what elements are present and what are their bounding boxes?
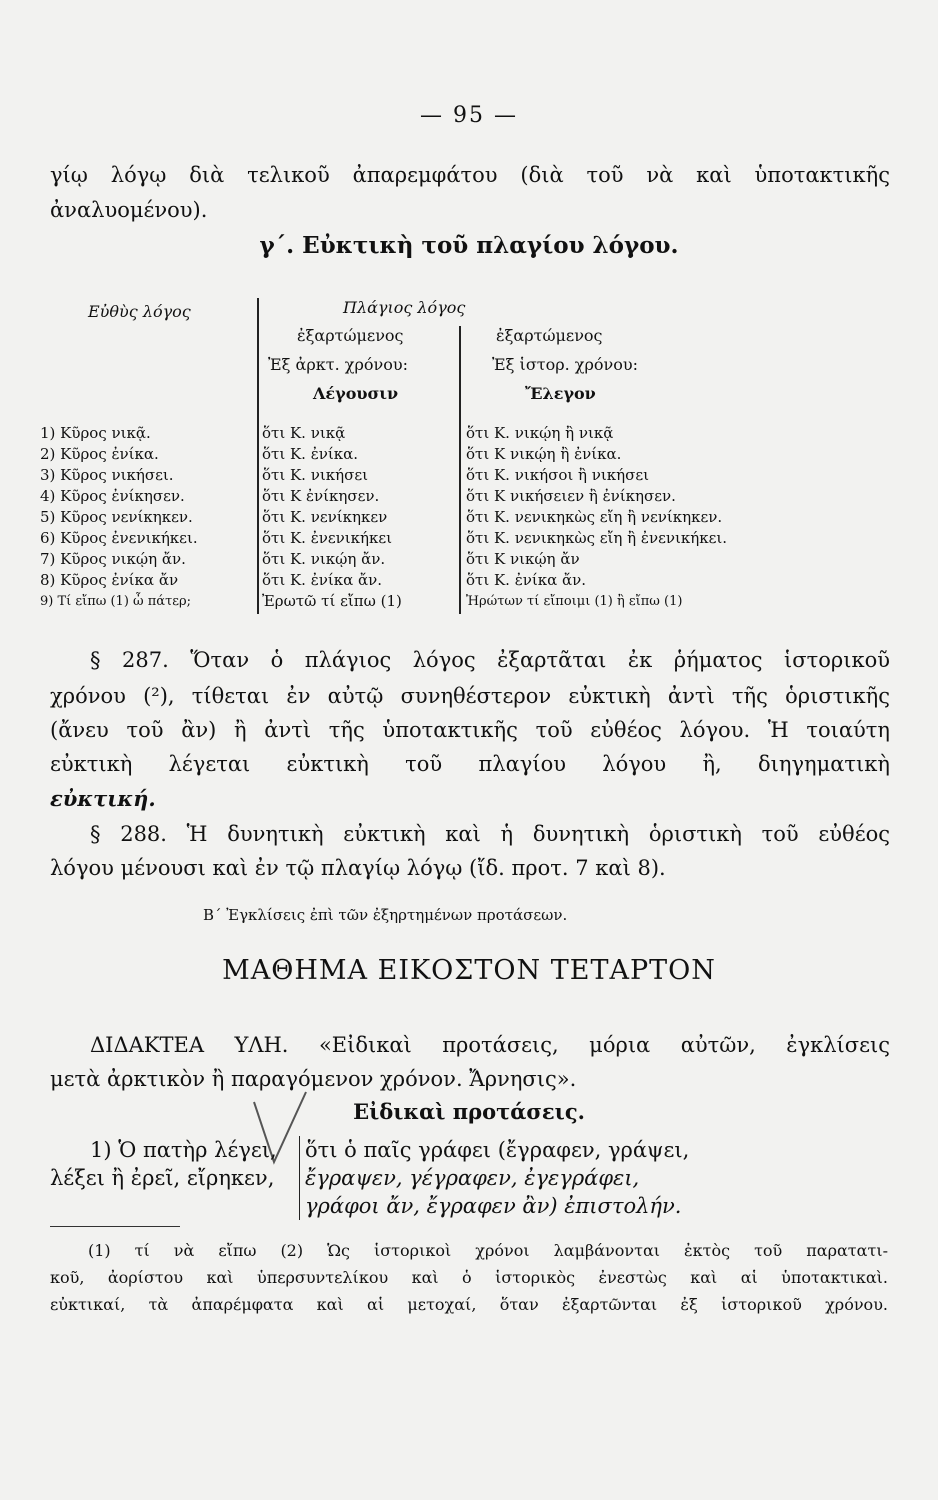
col3-sub: ἐξαρτώμενος (496, 326, 603, 345)
example-left-1: 1) Ὁ πατὴρ λέγει, (90, 1138, 277, 1162)
indirect-present-row-8: ὅτι Κ. ἐνίκα ἄν. (262, 571, 383, 589)
direct-row-2: 2) Κῦρος ἐνίκα. (40, 445, 159, 463)
indirect-past-row-3: ὅτι Κ. νικήσοι ἢ νικήσει (466, 466, 650, 484)
direct-row-9: 9) Τί εἴπω (1) ὦ πάτερ; (40, 594, 192, 609)
para287-line-4: εὐκτικὴ λέγεται εὐκτικὴ τοῦ πλαγίου λόγου ἢ, διηγηματικὴ (50, 752, 890, 776)
indirect-past-row-7: ὅτι Κ νικῴη ἄν (466, 550, 580, 568)
page-number: — 95 — (420, 103, 518, 128)
indirect-past-row-6: ὅτι Κ. νενικηκὼς εἴη ἢ ἐνενικήκει. (466, 529, 728, 547)
direct-row-3: 3) Κῦρος νικήσει. (40, 466, 174, 484)
indirect-past-row-1: ὅτι Κ. νικῴη ἢ νικᾷ (466, 424, 614, 442)
col-head-indirect: Πλάγιος λόγος (343, 298, 466, 317)
table-divider-2 (459, 326, 461, 614)
intro-line-1: γίῳ λόγῳ διὰ τελικοῦ ἀπαρεμφάτου (διὰ τοῦ νὰ καὶ ὑποτακτικῆς (50, 163, 890, 187)
col2-sub2: Ἐξ ἀρκτ. χρόνου: (268, 355, 408, 374)
indirect-present-row-2: ὅτι Κ. ἐνίκα. (262, 445, 359, 463)
direct-row-8: 8) Κῦρος ἐνίκα ἄν (40, 571, 179, 589)
footnote-line-3: εὐκτικαί, τὰ ἀπαρέμφατα καὶ αἱ μετοχαί, ὅταν ἐξαρτῶνται ἐξ ἱστορικοῦ χρόνου. (50, 1295, 888, 1314)
indirect-past-row-2: ὅτι Κ νικῴη ἢ ἐνίκα. (466, 445, 622, 463)
indirect-present-row-4: ὅτι Κ ἐνίκησεν. (262, 487, 380, 505)
didaktea-line-2: μετὰ ἀρκτικὸν ἢ παραγόμενον χρόνον. Ἄρνησις». (50, 1067, 577, 1091)
indirect-past-row-9: Ἠρώτων τί εἴποιμι (1) ἢ εἴπω (1) (466, 594, 683, 609)
direct-row-4: 4) Κῦρος ἐνίκησεν. (40, 487, 185, 505)
footnote-line-2: κοῦ, ἀορίστου καὶ ὑπερσυντελίκου καὶ ὁ ἱστορικὸς ἐνεστὼς καὶ αἱ ὑποτακτικαὶ. (50, 1268, 888, 1287)
para287-line-5: εὐκτική. (50, 786, 156, 811)
para288-line-2: λόγου μένουσι καὶ ἐν τῷ πλαγίῳ λόγῳ (ἴδ. προτ. 7 καὶ 8). (50, 856, 666, 880)
para287-line-2: χρόνου (²), τίθεται ἐν αὐτῷ συνηθέστερον εὐκτικὴ ἀντὶ τῆς ὁριστικῆς (50, 684, 890, 708)
para288-line-1: § 288. Ἡ δυνητικὴ εὐκτικὴ καὶ ἡ δυνητικὴ ὁριστικὴ τοῦ εὐθέος (90, 822, 890, 846)
indirect-present-row-9: Ἐρωτῶ τί εἴπω (1) (262, 592, 402, 610)
footnote-line-1: (1) τί νὰ εἴπω (2) Ὡς ἱστορικοὶ χρόνοι λαμβάνονται ἐκτὸς τοῦ παρατατι- (88, 1241, 888, 1260)
direct-row-1: 1) Κῦρος νικᾷ. (40, 424, 151, 442)
indirect-present-row-3: ὅτι Κ. νικήσει (262, 466, 368, 484)
example-right-2: ἔγραψεν, γέγραφεν, ἐγεγράφει, (305, 1166, 640, 1190)
intro-line-2: ἀναλυομένου). (50, 198, 208, 222)
direct-row-6: 6) Κῦρος ἐνενικήκει. (40, 529, 198, 547)
col2-sub: ἐξαρτώμενος (297, 326, 404, 345)
indirect-present-row-6: ὅτι Κ. ἐνενικήκει (262, 529, 393, 547)
section-title: γ΄. Εὐκτικὴ τοῦ πλαγίου λόγου. (259, 232, 679, 259)
indirect-present-row-1: ὅτι Κ. νικᾷ (262, 424, 346, 442)
indirect-past-row-8: ὅτι Κ. ἐνίκα ἄν. (466, 571, 587, 589)
col3-sub2: Ἐξ ἱστορ. χρόνου: (492, 355, 639, 374)
table-divider-1 (257, 298, 259, 614)
indirect-past-row-4: ὅτι Κ νικήσειεν ἢ ἐνίκησεν. (466, 487, 676, 505)
footnote-rule (50, 1226, 180, 1227)
example-right-3: γράφοι ἄν, ἔγραφεν ἂν) ἐπιστολήν. (305, 1194, 682, 1218)
didaktea-line-1: ΔΙΔΑΚΤΕΑ ΥΛΗ. «Εἰδικαὶ προτάσεις, μόρια αὐτῶν, ἐγκλίσεις (90, 1033, 890, 1057)
example-left-2: λέξει ἢ ἐρεῖ, εἴρηκεν, (50, 1166, 275, 1190)
example-divider (299, 1136, 300, 1220)
col3-verb: Ἔλεγον (525, 384, 596, 403)
indirect-past-row-5: ὅτι Κ. νενικηκὼς εἴη ἢ νενίκηκεν. (466, 508, 723, 526)
lesson-title: ΜΑΘΗΜΑ ΕΙΚΟΣΤΟΝ ΤΕΤΑΡΤΟΝ (222, 955, 716, 986)
example-right-1: ὅτι ὁ παῖς γράφει (ἔγραφεν, γράψει, (305, 1138, 690, 1162)
para287-line-1: § 287. Ὅταν ὁ πλάγιος λόγος ἐξαρτᾶται ἐκ ῥήματος ἱστορικοῦ (90, 648, 890, 672)
direct-row-7: 7) Κῦρος νικῴη ἄν. (40, 550, 186, 568)
para287-line-3: (ἄνευ τοῦ ἂν) ἢ ἀντὶ τῆς ὑποτακτικῆς τοῦ εὐθέος λόγου. Ἡ τοιαύτη (50, 718, 890, 742)
direct-row-5: 5) Κῦρος νενίκηκεν. (40, 508, 193, 526)
eidikai-heading: Εἰδικαὶ προτάσεις. (353, 1099, 585, 1124)
indirect-present-row-7: ὅτι Κ. νικῴη ἄν. (262, 550, 386, 568)
subsection-b: Β΄ Ἐγκλίσεις ἐπὶ τῶν ἐξηρτημένων προτάσεων. (203, 906, 568, 924)
col-head-direct: Εὐθὺς λόγος (88, 302, 191, 321)
col2-verb: Λέγουσιν (313, 384, 399, 403)
indirect-present-row-5: ὅτι Κ. νενίκηκεν (262, 508, 388, 526)
